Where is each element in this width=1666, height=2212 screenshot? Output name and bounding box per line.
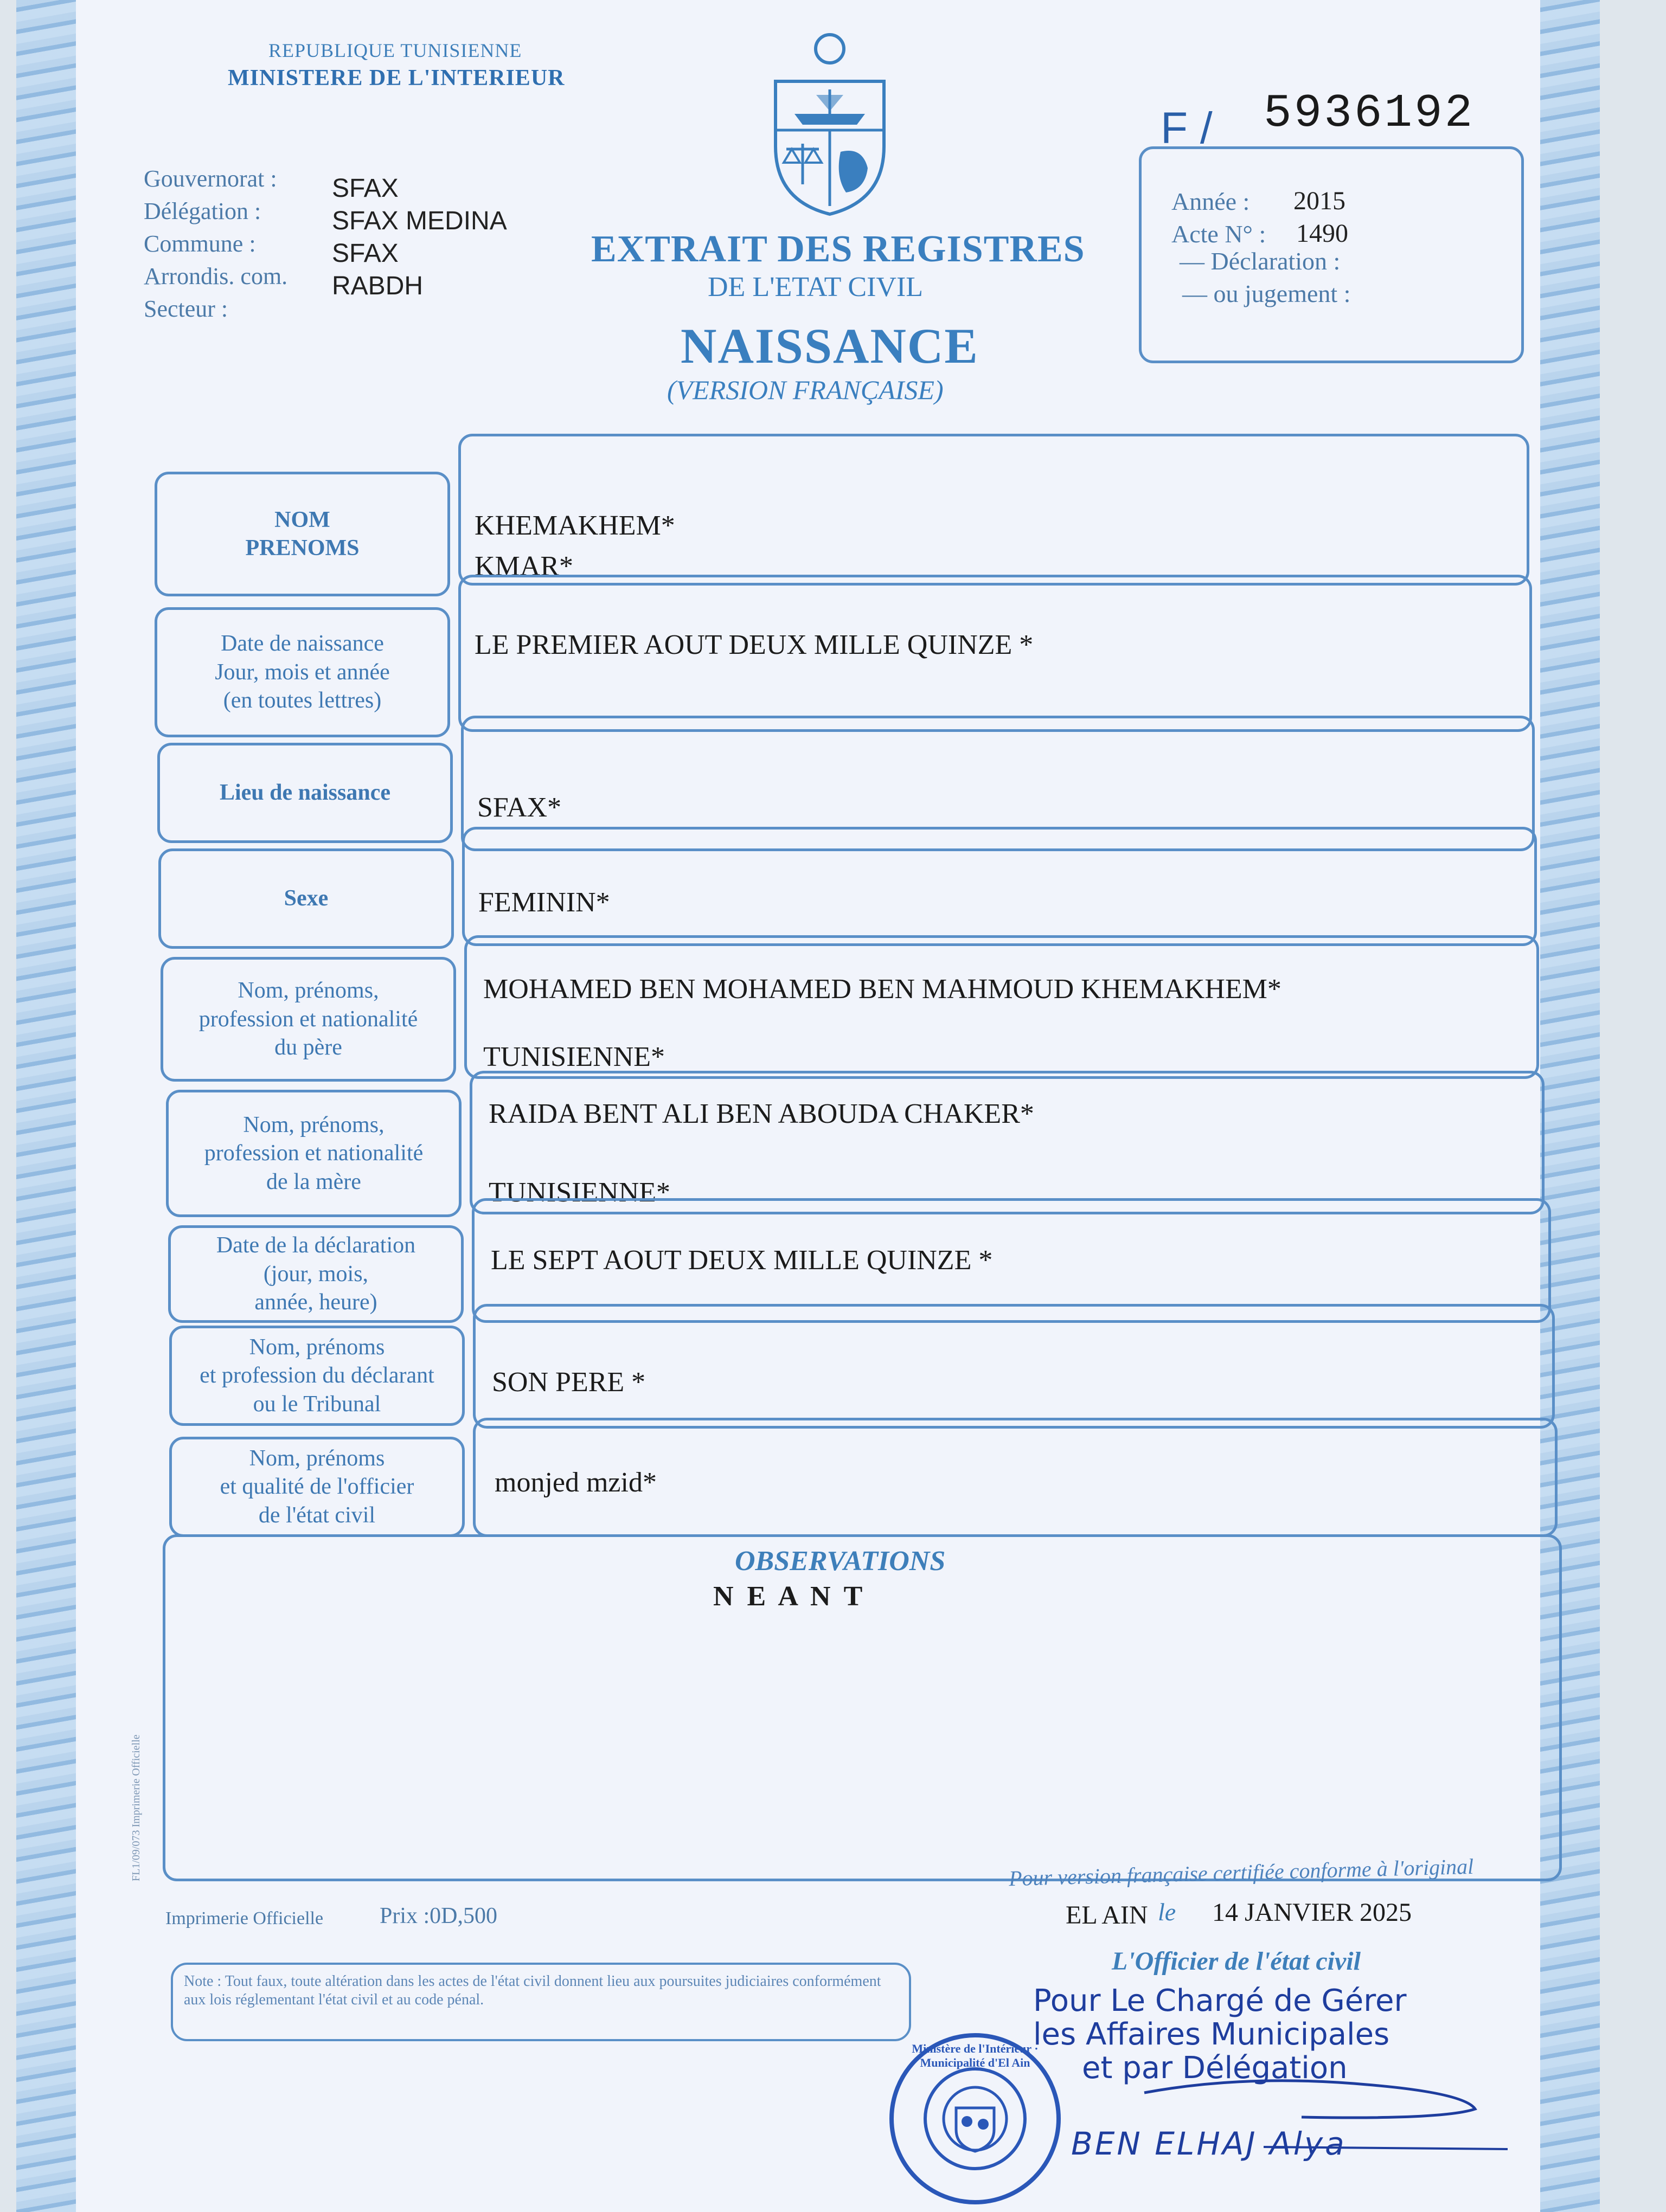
act-info-box — [1139, 146, 1524, 363]
act-number-value: 1490 — [1296, 219, 1348, 248]
value-box-nom-prenoms — [458, 434, 1529, 586]
stamp-line-1: Pour Le Chargé de Gérer — [1033, 1983, 1407, 2018]
legal-note-box — [171, 1963, 911, 2041]
label-date-declaration: Date de la déclaration (jour, mois, année, heure) — [168, 1225, 464, 1323]
label-secteur: Secteur : — [144, 295, 228, 322]
value-gouvernorat: SFAX — [332, 174, 399, 203]
serial-prefix: F / — [1161, 104, 1213, 153]
value-box-officier — [473, 1418, 1558, 1537]
value-sexe: FEMININ* — [478, 887, 610, 918]
value-commune: SFAX — [332, 239, 399, 268]
year-label: Année : — [1171, 188, 1250, 215]
legal-note: Note : Tout faux, toute altération dans les actes de l'état civil donnent lieu aux poursuites judiciaires conformément aux lois réglementant l'état civil et au code pénal. — [184, 1973, 881, 2008]
place: EL AIN — [1066, 1901, 1148, 1930]
value-delegation: SFAX MEDINA — [332, 207, 507, 235]
label-nom-prenoms: NOM PRENOMS — [155, 472, 450, 596]
stamp-line-3: et par Délégation — [1082, 2050, 1348, 2086]
signature-underline — [1264, 2142, 1513, 2163]
year-value: 2015 — [1293, 187, 1345, 215]
signature-stroke — [1139, 2071, 1486, 2131]
value-pere-nationalite: TUNISIENNE* — [483, 1041, 665, 1072]
location-values — [332, 172, 507, 303]
observations-box — [163, 1534, 1562, 1881]
seal-text: Ministère de l'Intérieur · Municipalité d'El Ain — [912, 2042, 1039, 2069]
label-declarant: Nom, prénoms et profession du déclarant ou le Tribunal — [169, 1326, 465, 1426]
label-date-naissance: Date de naissance Jour, mois et année (en toutes lettres) — [155, 607, 450, 737]
side-print-code: FL1/09/073 Imprimerie Officielle — [130, 1734, 142, 1881]
issue-date: 14 JANVIER 2025 — [1212, 1898, 1412, 1927]
value-nom: KHEMAKHEM* — [475, 510, 675, 541]
delegation-stamp — [1033, 1984, 1407, 2085]
value-box-mere — [470, 1071, 1545, 1214]
observations-text: N E A N T — [713, 1581, 866, 1612]
label-officier: Nom, prénoms et qualité de l'officier de l'état civil — [169, 1437, 465, 1537]
value-mere-nom: RAIDA BENT ALI BEN ABOUDA CHAKER* — [489, 1098, 1034, 1129]
label-mere: Nom, prénoms, profession et nationalité de la mère — [166, 1090, 462, 1217]
title-naissance: NAISSANCE — [681, 318, 979, 374]
republic-heading: REPUBLIQUE TUNISIENNE — [268, 40, 522, 61]
declaration-label: — Déclaration : — [1180, 247, 1341, 275]
left-guilloche-border — [16, 0, 76, 2212]
label-pere: Nom, prénoms, profession et nationalité du père — [161, 957, 456, 1082]
printer-name: Imprimerie Officielle — [165, 1908, 324, 1928]
label-sexe: Sexe — [158, 848, 454, 949]
coat-of-arms-emblem — [765, 27, 895, 217]
location-labels — [144, 163, 287, 325]
ministry-heading: MINISTERE DE L'INTERIEUR — [228, 66, 565, 91]
value-arrondissement: RABDH — [332, 272, 424, 300]
officer-title: L'Officier de l'état civil — [1112, 1947, 1361, 1976]
judgment-label: — ou jugement : — [1182, 280, 1351, 307]
value-lieu-naissance: SFAX* — [477, 792, 562, 823]
certified-statement: Pour version française certifiée conforme à l'original — [1008, 1854, 1474, 1891]
title-extrait: EXTRAIT DES REGISTRES — [591, 228, 1085, 270]
value-pere-nom: MOHAMED BEN MOHAMED BEN MAHMOUD KHEMAKHEM* — [483, 974, 1281, 1005]
value-box-pere — [464, 935, 1539, 1079]
value-date-naissance: LE PREMIER AOUT DEUX MILLE QUINZE * — [475, 629, 1034, 660]
stamp-line-2: les Affaires Municipales — [1033, 2017, 1390, 2052]
value-box-declarant — [473, 1304, 1555, 1429]
title-version: (VERSION FRANÇAISE) — [667, 375, 944, 405]
observations-title: OBSERVATIONS — [735, 1546, 946, 1577]
price: Prix :0D,500 — [380, 1904, 498, 1928]
value-declarant: SON PERE * — [492, 1367, 646, 1398]
value-officier: monjed mzid* — [495, 1467, 657, 1498]
label-lieu-naissance: Lieu de naissance — [157, 743, 453, 843]
label-commune: Commune : — [144, 230, 256, 257]
value-mere-nationalite: TUNISIENNE* — [489, 1177, 671, 1208]
label-gouvernorat: Gouvernorat : — [144, 165, 277, 192]
value-box-date-naissance — [458, 575, 1532, 732]
label-delegation: Délégation : — [144, 198, 261, 224]
label-arrondissement: Arrondis. com. — [144, 263, 288, 290]
serial-number: 5936192 — [1264, 87, 1475, 140]
act-number-label: Acte N° : — [1171, 220, 1266, 248]
place-le: le — [1158, 1898, 1176, 1926]
value-date-declaration: LE SEPT AOUT DEUX MILLE QUINZE * — [491, 1245, 993, 1276]
value-prenom: KMAR* — [475, 551, 574, 582]
value-box-sexe — [462, 827, 1537, 946]
title-etat-civil: DE L'ETAT CIVIL — [708, 272, 924, 303]
signatory-name: BEN ELHAJ Alya — [1071, 2125, 1347, 2162]
